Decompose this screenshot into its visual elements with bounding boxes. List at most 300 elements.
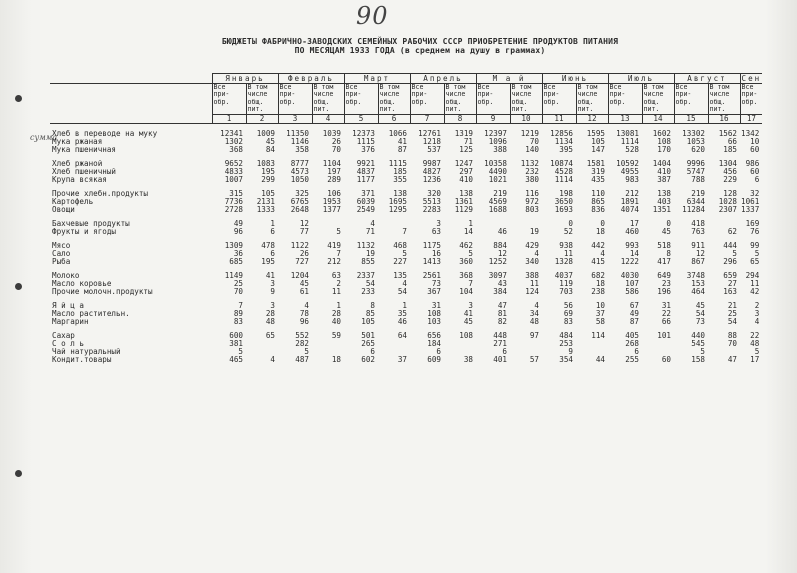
- value-cell: 384: [493, 288, 507, 296]
- value-cell: 119: [559, 280, 573, 288]
- column-number: 3: [278, 115, 312, 124]
- value-cell: 41: [265, 272, 275, 280]
- value-cell: 4037: [554, 272, 573, 280]
- value-cell: 49: [629, 310, 639, 318]
- row-label: Картофель: [52, 198, 94, 206]
- value-cell: 6: [270, 250, 275, 258]
- subheader-all: Все при-обр.: [740, 84, 762, 115]
- value-cell: 4833: [224, 168, 243, 176]
- value-cell: 31: [431, 302, 441, 310]
- value-cell: 96: [233, 228, 243, 236]
- subheader-incl: В том числе общ. пит.: [576, 84, 608, 115]
- value-cell: 14: [629, 250, 639, 258]
- value-cell: 855: [361, 258, 375, 266]
- value-cell: [708, 348, 740, 356]
- value-cell: 140: [525, 146, 539, 154]
- value-cell: 7: [238, 302, 243, 310]
- value-cell: 319: [591, 168, 605, 176]
- value-cell: 11350: [286, 130, 309, 138]
- value-cell: 367: [427, 288, 441, 296]
- value-cell: 99: [750, 242, 760, 250]
- value-cell: 545: [691, 340, 705, 348]
- value-cell: 1377: [322, 206, 341, 214]
- row-label: Масло коровье: [52, 280, 112, 288]
- value-cell: 1114: [620, 138, 639, 146]
- row-label: Прочие молочн.продукты: [52, 288, 153, 296]
- value-cell: 19: [365, 250, 375, 258]
- value-cell: 45: [695, 302, 705, 310]
- value-cell: 18: [595, 280, 605, 288]
- value-cell: 11: [750, 280, 760, 288]
- column-number: 8: [444, 115, 476, 124]
- value-cell: 1146: [290, 138, 309, 146]
- margin-note: сумма: [30, 133, 58, 142]
- value-cell: 1581: [586, 160, 605, 168]
- value-cell: [378, 220, 410, 228]
- value-cell: 803: [525, 206, 539, 214]
- value-cell: 368: [459, 272, 473, 280]
- table-row: [50, 198, 762, 206]
- table-body: [50, 124, 762, 365]
- value-cell: 9921: [356, 160, 375, 168]
- value-cell: 66: [727, 138, 737, 146]
- value-cell: 763: [691, 228, 705, 236]
- value-cell: 586: [625, 288, 639, 296]
- value-cell: 456: [723, 168, 737, 176]
- value-cell: 600: [229, 332, 243, 340]
- month-header: Март: [344, 74, 410, 84]
- value-cell: 468: [393, 242, 407, 250]
- value-cell: 9: [270, 288, 275, 296]
- value-cell: 10: [595, 302, 605, 310]
- value-cell: 1104: [322, 160, 341, 168]
- subheader-incl: В том числе общ. пит.: [510, 84, 542, 115]
- value-cell: 11: [529, 280, 539, 288]
- value-cell: 1361: [454, 198, 473, 206]
- value-cell: 836: [591, 206, 605, 214]
- value-cell: 66: [661, 318, 671, 326]
- row-label: Я й ц а: [52, 302, 85, 310]
- value-cell: 1688: [488, 206, 507, 214]
- table-row: [50, 146, 762, 154]
- value-cell: 48: [529, 318, 539, 326]
- value-cell: [642, 340, 674, 348]
- row-label: Фрукты и ягоды: [52, 228, 117, 236]
- value-cell: 1: [468, 220, 473, 228]
- value-cell: 268: [625, 340, 639, 348]
- value-cell: [378, 340, 410, 348]
- value-cell: 45: [463, 318, 473, 326]
- value-cell: [246, 348, 278, 356]
- value-cell: 972: [525, 198, 539, 206]
- value-cell: 70: [529, 138, 539, 146]
- value-cell: 986: [745, 160, 760, 168]
- value-cell: 4955: [620, 168, 639, 176]
- value-cell: 169: [745, 220, 760, 228]
- value-cell: 1562: [718, 130, 737, 138]
- value-cell: 9996: [686, 160, 705, 168]
- value-cell: 1222: [620, 258, 639, 266]
- value-cell: 429: [525, 242, 539, 250]
- value-cell: 138: [459, 190, 473, 198]
- value-cell: 360: [459, 258, 473, 266]
- table-row: [50, 250, 762, 258]
- value-cell: [642, 348, 674, 356]
- subheader-all: Все при-обр.: [278, 84, 312, 115]
- value-cell: 5513: [422, 198, 441, 206]
- value-cell: 105: [261, 190, 275, 198]
- value-cell: 380: [525, 176, 539, 184]
- column-number: 15: [674, 115, 708, 124]
- value-cell: 865: [591, 198, 605, 206]
- value-cell: 620: [691, 146, 705, 154]
- value-cell: 1319: [454, 130, 473, 138]
- value-cell: 296: [723, 258, 737, 266]
- value-cell: 12341: [220, 130, 243, 138]
- value-cell: 10358: [484, 160, 507, 168]
- month-header: Апрель: [410, 74, 476, 84]
- value-cell: [476, 220, 510, 228]
- value-cell: 387: [657, 176, 671, 184]
- value-cell: 3: [270, 280, 275, 288]
- value-cell: 18: [331, 356, 341, 364]
- row-label: Сало: [52, 250, 71, 258]
- table-row: [50, 288, 762, 296]
- table-row: [50, 332, 762, 340]
- value-cell: 83: [233, 318, 243, 326]
- value-cell: 27: [727, 280, 737, 288]
- row-label: Хлеб пшеничный: [52, 168, 117, 176]
- value-cell: 340: [525, 258, 539, 266]
- subheader-incl: В том числе общ. пит.: [246, 84, 278, 115]
- value-cell: 70: [331, 146, 341, 154]
- value-cell: 16: [431, 250, 441, 258]
- value-cell: 884: [493, 242, 507, 250]
- value-cell: 460: [625, 228, 639, 236]
- value-cell: 17: [750, 356, 760, 364]
- value-cell: 388: [525, 272, 539, 280]
- value-cell: 703: [559, 288, 573, 296]
- value-cell: 28: [265, 310, 275, 318]
- value-cell: 6: [754, 176, 760, 184]
- table-row: [50, 160, 762, 168]
- value-cell: 271: [493, 340, 507, 348]
- value-cell: 54: [727, 318, 737, 326]
- month-header: Июль: [608, 74, 674, 84]
- value-cell: 440: [691, 332, 705, 340]
- row-label: Мука ржаная: [52, 138, 103, 146]
- value-cell: 1122: [290, 242, 309, 250]
- value-cell: 135: [393, 272, 407, 280]
- value-cell: 289: [327, 176, 341, 184]
- value-cell: 108: [427, 310, 441, 318]
- value-cell: 4: [304, 302, 309, 310]
- value-cell: 1132: [356, 242, 375, 250]
- binder-hole: [15, 470, 22, 477]
- value-cell: [312, 220, 344, 228]
- value-cell: 81: [497, 310, 507, 318]
- value-cell: 685: [229, 258, 243, 266]
- value-cell: 1953: [322, 198, 341, 206]
- value-cell: [246, 340, 278, 348]
- value-cell: 1021: [488, 176, 507, 184]
- value-cell: 105: [591, 138, 605, 146]
- value-cell: 3: [270, 302, 275, 310]
- value-cell: 253: [559, 340, 573, 348]
- value-cell: 60: [750, 168, 760, 176]
- value-cell: 415: [591, 258, 605, 266]
- value-cell: 602: [361, 356, 375, 364]
- value-cell: 59: [331, 332, 341, 340]
- column-number: 1: [212, 115, 246, 124]
- value-cell: 65: [750, 258, 760, 266]
- value-cell: 1295: [388, 206, 407, 214]
- value-cell: 682: [591, 272, 605, 280]
- value-cell: 3748: [686, 272, 705, 280]
- value-cell: 1247: [454, 160, 473, 168]
- value-cell: 62: [727, 228, 737, 236]
- value-cell: 419: [327, 242, 341, 250]
- value-cell: 5: [468, 250, 473, 258]
- value-cell: 12397: [484, 130, 507, 138]
- value-cell: 518: [657, 242, 671, 250]
- value-cell: 8: [666, 250, 671, 258]
- value-cell: 195: [261, 258, 275, 266]
- value-cell: 5: [402, 250, 407, 258]
- document-title: [140, 37, 700, 55]
- value-cell: 10874: [550, 160, 573, 168]
- value-cell: 11: [563, 250, 573, 258]
- value-cell: 297: [459, 168, 473, 176]
- value-cell: 44: [595, 356, 605, 364]
- value-cell: 444: [723, 242, 737, 250]
- value-cell: [576, 340, 608, 348]
- value-cell: 212: [327, 258, 341, 266]
- value-cell: 2131: [256, 198, 275, 206]
- value-cell: 67: [629, 302, 639, 310]
- value-cell: 40: [331, 318, 341, 326]
- value-cell: 1177: [356, 176, 375, 184]
- value-cell: 108: [657, 138, 671, 146]
- value-cell: [576, 348, 608, 356]
- value-cell: 1333: [256, 206, 275, 214]
- value-cell: 1: [270, 220, 275, 228]
- value-cell: 1219: [520, 130, 539, 138]
- value-cell: 2: [336, 280, 341, 288]
- value-cell: 6344: [686, 198, 705, 206]
- value-cell: 395: [559, 146, 573, 154]
- value-cell: 76: [750, 228, 760, 236]
- month-header: Август: [674, 74, 740, 84]
- value-cell: 417: [657, 258, 671, 266]
- value-cell: 355: [393, 176, 407, 184]
- value-cell: 4490: [488, 168, 507, 176]
- value-cell: 197: [327, 168, 341, 176]
- value-cell: 170: [657, 146, 671, 154]
- value-cell: 435: [591, 176, 605, 184]
- value-cell: 1304: [718, 160, 737, 168]
- value-cell: 31: [661, 302, 671, 310]
- subheader-incl: В том числе общ. пит.: [312, 84, 344, 115]
- value-cell: 147: [591, 146, 605, 154]
- value-cell: 13081: [616, 130, 639, 138]
- food-budget-table: [50, 73, 762, 364]
- value-cell: 3: [754, 310, 760, 318]
- value-cell: 45: [661, 228, 671, 236]
- value-cell: 12373: [352, 130, 375, 138]
- value-cell: 89: [233, 310, 243, 318]
- value-cell: 101: [657, 332, 671, 340]
- value-cell: 26: [331, 138, 341, 146]
- value-cell: 6: [436, 348, 441, 356]
- value-cell: 87: [397, 146, 407, 154]
- value-cell: 54: [397, 288, 407, 296]
- value-cell: 1337: [741, 206, 760, 214]
- row-label: Маргарин: [52, 318, 89, 326]
- column-number: 4: [312, 115, 344, 124]
- value-cell: 368: [229, 146, 243, 154]
- row-label: Сахар: [52, 332, 75, 340]
- value-cell: 9: [568, 348, 573, 356]
- value-cell: 104: [459, 288, 473, 296]
- value-cell: 19: [529, 228, 539, 236]
- value-cell: 255: [625, 356, 639, 364]
- subheader-all: Все при-обр.: [608, 84, 642, 115]
- value-cell: 163: [723, 288, 737, 296]
- value-cell: 1602: [652, 130, 671, 138]
- value-cell: 84: [265, 146, 275, 154]
- value-cell: 4: [370, 220, 375, 228]
- value-cell: 185: [393, 168, 407, 176]
- value-cell: 4528: [554, 168, 573, 176]
- value-cell: 1891: [620, 198, 639, 206]
- value-cell: 63: [431, 228, 441, 236]
- table-row: [50, 220, 762, 228]
- value-cell: 41: [463, 310, 473, 318]
- value-cell: 49: [233, 220, 243, 228]
- column-number: 9: [476, 115, 510, 124]
- value-cell: 4030: [620, 272, 639, 280]
- value-cell: [444, 340, 476, 348]
- value-cell: 238: [591, 288, 605, 296]
- value-cell: 381: [229, 340, 243, 348]
- value-cell: 7736: [224, 198, 243, 206]
- row-label: Рыба: [52, 258, 71, 266]
- value-cell: 2561: [422, 272, 441, 280]
- value-cell: 6: [634, 348, 639, 356]
- value-cell: 11: [331, 288, 341, 296]
- value-cell: 371: [361, 190, 375, 198]
- subheader-incl: В том числе общ. пит.: [378, 84, 410, 115]
- value-cell: 158: [691, 356, 705, 364]
- value-cell: 138: [393, 190, 407, 198]
- value-cell: 10: [750, 138, 760, 146]
- value-cell: 219: [691, 190, 705, 198]
- value-cell: 5747: [686, 168, 705, 176]
- value-cell: 5: [754, 348, 760, 356]
- value-cell: 487: [295, 356, 309, 364]
- value-cell: 1218: [422, 138, 441, 146]
- table-row: [50, 176, 762, 184]
- value-cell: 9987: [422, 160, 441, 168]
- value-cell: 3650: [554, 198, 573, 206]
- value-cell: 116: [525, 190, 539, 198]
- value-cell: 7: [402, 228, 407, 236]
- value-cell: 232: [525, 168, 539, 176]
- value-cell: 212: [625, 190, 639, 198]
- value-cell: 1404: [652, 160, 671, 168]
- value-cell: 103: [427, 318, 441, 326]
- value-cell: 484: [559, 332, 573, 340]
- value-cell: 23: [661, 280, 671, 288]
- subheader-all: Все при-обр.: [674, 84, 708, 115]
- row-label: Крупа всякая: [52, 176, 107, 184]
- value-cell: 42: [750, 288, 760, 296]
- value-cell: [510, 220, 542, 228]
- value-cell: 788: [691, 176, 705, 184]
- table-row: [50, 356, 762, 364]
- column-number: 13: [608, 115, 642, 124]
- value-cell: 478: [261, 242, 275, 250]
- value-cell: 659: [723, 272, 737, 280]
- value-cell: 358: [295, 146, 309, 154]
- value-cell: 4827: [422, 168, 441, 176]
- column-number: 10: [510, 115, 542, 124]
- value-cell: 983: [625, 176, 639, 184]
- value-cell: 448: [493, 332, 507, 340]
- value-cell: 32: [750, 190, 760, 198]
- value-cell: 405: [625, 332, 639, 340]
- month-header: М а й: [476, 74, 542, 84]
- value-cell: 2: [754, 302, 760, 310]
- value-cell: 195: [261, 168, 275, 176]
- value-cell: 1009: [256, 130, 275, 138]
- value-cell: 401: [493, 356, 507, 364]
- value-cell: 85: [365, 310, 375, 318]
- value-cell: 46: [397, 318, 407, 326]
- value-cell: 1061: [741, 198, 760, 206]
- value-cell: 4: [270, 356, 275, 364]
- page-number: 90: [356, 2, 389, 30]
- value-cell: 18: [595, 228, 605, 236]
- value-cell: 233: [361, 288, 375, 296]
- value-cell: 88: [727, 332, 737, 340]
- value-cell: 97: [529, 332, 539, 340]
- row-label: Овощи: [52, 206, 75, 214]
- value-cell: 1115: [388, 160, 407, 168]
- subheader-all: Все при-обр.: [410, 84, 444, 115]
- column-number: 16: [708, 115, 740, 124]
- column-number: 11: [542, 115, 576, 124]
- value-cell: 108: [459, 332, 473, 340]
- value-cell: 1134: [554, 138, 573, 146]
- value-cell: 1149: [224, 272, 243, 280]
- value-cell: 6: [270, 228, 275, 236]
- value-cell: 1175: [422, 242, 441, 250]
- value-cell: 48: [750, 340, 760, 348]
- value-cell: 12: [695, 250, 705, 258]
- row-label: Молоко: [52, 272, 80, 280]
- value-cell: 465: [229, 356, 243, 364]
- value-cell: 3: [436, 220, 441, 228]
- value-cell: 911: [691, 242, 705, 250]
- value-cell: 2307: [718, 206, 737, 214]
- value-cell: [708, 220, 740, 228]
- value-cell: 1114: [554, 176, 573, 184]
- value-cell: 114: [591, 332, 605, 340]
- row-label: С о л ь: [52, 340, 85, 348]
- value-cell: 0: [568, 220, 573, 228]
